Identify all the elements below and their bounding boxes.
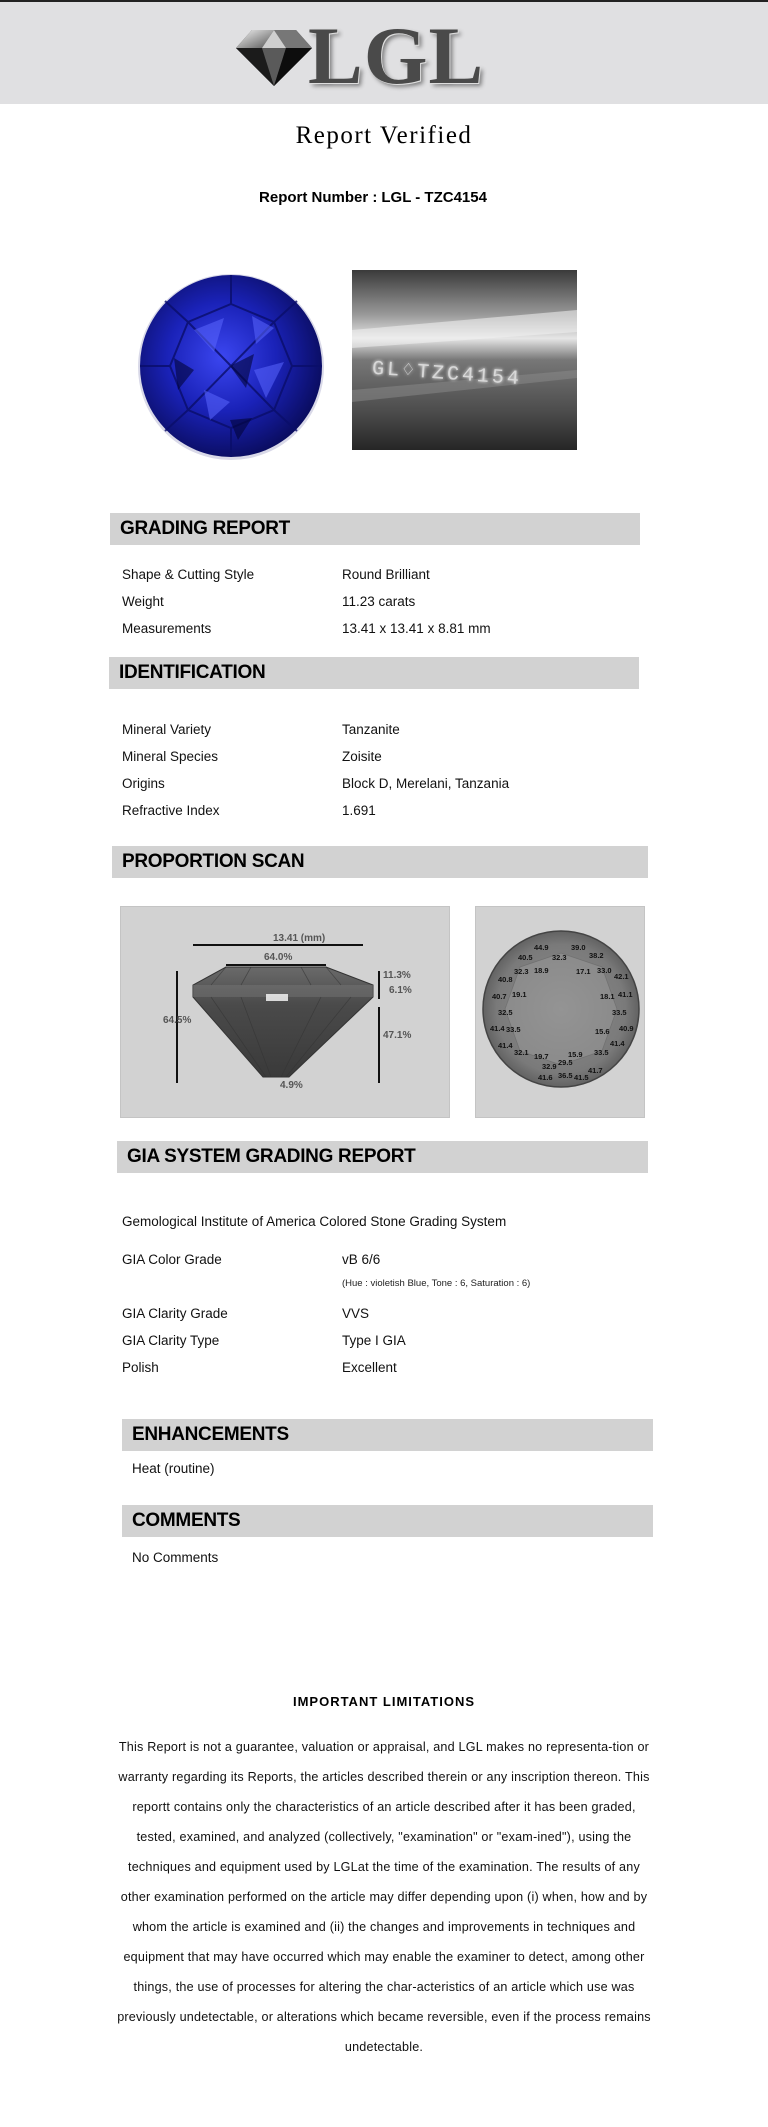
top-view-value: 41.4 xyxy=(498,1041,513,1050)
gia-system-name: Gemological Institute of America Colored Stone Grading System xyxy=(122,1214,507,1229)
top-view-value: 42.1 xyxy=(614,972,629,981)
top-view-diagram xyxy=(475,906,645,1118)
gemstone-image xyxy=(134,270,328,460)
top-view-value: 32.3 xyxy=(514,967,529,976)
gia-clarity-grade-value: VVS xyxy=(342,1306,370,1321)
polish-label: Polish xyxy=(122,1360,159,1375)
lgl-logo[interactable] xyxy=(232,10,492,101)
top-view-value: 44.9 xyxy=(534,943,549,952)
gia-color-note: (Hue : violetish Blue, Tone : 6, Saturation : 6) xyxy=(342,1278,531,1289)
enhancements-text: Heat (routine) xyxy=(132,1461,215,1476)
gemstone-photo xyxy=(134,270,328,460)
shape-value: Round Brilliant xyxy=(342,567,430,582)
profile-diagram xyxy=(120,906,450,1118)
total-depth-label: 64.5% xyxy=(163,1015,192,1026)
table-percent-label: 64.0% xyxy=(264,952,293,963)
limitations-heading: IMPORTANT LIMITATIONS xyxy=(292,1694,476,1709)
shape-label: Shape & Cutting Style xyxy=(122,567,255,582)
top-view-value: 32.5 xyxy=(498,1008,513,1017)
origins-label: Origins xyxy=(122,776,165,791)
top-view-value: 33.5 xyxy=(594,1048,609,1057)
gia-color-grade-label: GIA Color Grade xyxy=(122,1252,222,1267)
top-view-value: 32.3 xyxy=(552,953,567,962)
top-view-value: 19.1 xyxy=(512,990,527,999)
polish-value: Excellent xyxy=(342,1360,397,1375)
refractive-index-value: 1.691 xyxy=(342,803,376,818)
gia-clarity-grade-label: GIA Clarity Grade xyxy=(122,1306,228,1321)
top-view-value: 40.9 xyxy=(619,1024,634,1033)
crown-percent-label: 11.3% xyxy=(383,970,411,981)
top-view-value: 15.6 xyxy=(595,1027,610,1036)
top-view-value: 39.0 xyxy=(571,943,586,952)
top-view-value: 19.7 xyxy=(534,1052,549,1061)
top-view-value: 40.7 xyxy=(492,992,507,1001)
top-view-value: 18.9 xyxy=(534,966,549,975)
top-view-value: 40.5 xyxy=(518,953,533,962)
top-view-value: 32.1 xyxy=(514,1048,529,1057)
top-view-value: 36.5 xyxy=(558,1071,573,1080)
mineral-variety-label: Mineral Variety xyxy=(122,722,212,737)
measurements-label: Measurements xyxy=(122,621,212,636)
grading-report-heading: GRADING REPORT xyxy=(110,513,640,545)
proportion-scan-heading: PROPORTION SCAN xyxy=(112,846,648,878)
comments-text: No Comments xyxy=(132,1550,219,1565)
weight-value: 11.23 carats xyxy=(342,594,416,609)
gia-color-grade-value: vB 6/6 xyxy=(342,1252,381,1267)
gia-clarity-type-value: Type I GIA xyxy=(342,1333,406,1348)
top-view-value: 33.0 xyxy=(597,966,612,975)
top-view-value: 41.1 xyxy=(618,990,633,999)
pavilion-percent-label: 47.1% xyxy=(383,1030,412,1041)
top-view-value: 41.5 xyxy=(574,1073,589,1082)
top-view-value: 38.2 xyxy=(589,951,604,960)
mineral-species-label: Mineral Species xyxy=(122,749,219,764)
gia-report-heading: GIA SYSTEM GRADING REPORT xyxy=(117,1141,648,1173)
girdle-percent-label: 6.1% xyxy=(389,985,412,996)
mineral-variety-value: Tanzanite xyxy=(342,722,400,737)
top-view-value: 33.5 xyxy=(612,1008,627,1017)
inscription-photo xyxy=(352,270,577,450)
comments-heading: COMMENTS xyxy=(122,1505,653,1537)
site-header xyxy=(0,0,768,104)
top-view-value: 41.4 xyxy=(610,1039,625,1048)
top-view-value: 41.7 xyxy=(588,1066,603,1075)
top-view-value: 17.1 xyxy=(576,967,591,976)
logo-text: LGL xyxy=(308,10,485,101)
report-number xyxy=(0,189,742,206)
top-view-value: 33.5 xyxy=(506,1025,521,1034)
diameter-label: 13.41 (mm) xyxy=(273,933,326,944)
top-view-value: 29.5 xyxy=(558,1058,573,1067)
identification-heading: IDENTIFICATION xyxy=(109,657,639,689)
top-view-value: 41.4 xyxy=(490,1024,505,1033)
limitations-body: This Report is not a guarantee, valuation or appraisal, and LGL makes no representa-tion or warranty regarding its Reports, the articles described therein or any inscription thereon. This reportt contains only the characteristics of an article described after it has been graded, tested, examined, and analyzed (collectively, "examination" or "exam-ined"), using the techniques and equipment used by LGLat the time of the examination. The results of any other examination performed on the article may differ depending upon (i) when, how and by whom the article is examined and (ii) the changes and improvements in techniques and equipment that may have occurred which may enable the examiner to detect, among other things, the use of processes for altering the char-acteristics of an article which use was previously undetectable, or alterations which became reversible, even if the process remains undetectable. xyxy=(117,1740,651,2054)
gia-clarity-type-label: GIA Clarity Type xyxy=(122,1333,220,1348)
diamond-logo-icon xyxy=(232,24,316,90)
weight-label: Weight xyxy=(122,594,164,609)
measurements-value: 13.41 x 13.41 x 8.81 mm xyxy=(342,621,491,636)
report-number-label: Report Number : xyxy=(259,189,378,206)
top-view-value: 41.6 xyxy=(538,1073,553,1082)
origins-value: Block D, Merelani, Tanzania xyxy=(342,776,510,791)
page-title: Report Verified xyxy=(295,122,473,149)
mineral-species-value: Zoisite xyxy=(342,749,382,764)
top-view-value: 32.9 xyxy=(542,1062,557,1071)
top-view-value: 15.9 xyxy=(568,1050,583,1059)
inscription-text: GL♢TZC4154 xyxy=(371,357,523,392)
refractive-index-label: Refractive Index xyxy=(122,803,220,818)
culet-percent-label: 4.9% xyxy=(280,1080,303,1091)
enhancements-heading: ENHANCEMENTS xyxy=(122,1419,653,1451)
top-view-value: 18.1 xyxy=(600,992,615,1001)
report-number-value: LGL - TZC4154 xyxy=(381,189,487,206)
top-view-value: 40.8 xyxy=(498,975,513,984)
